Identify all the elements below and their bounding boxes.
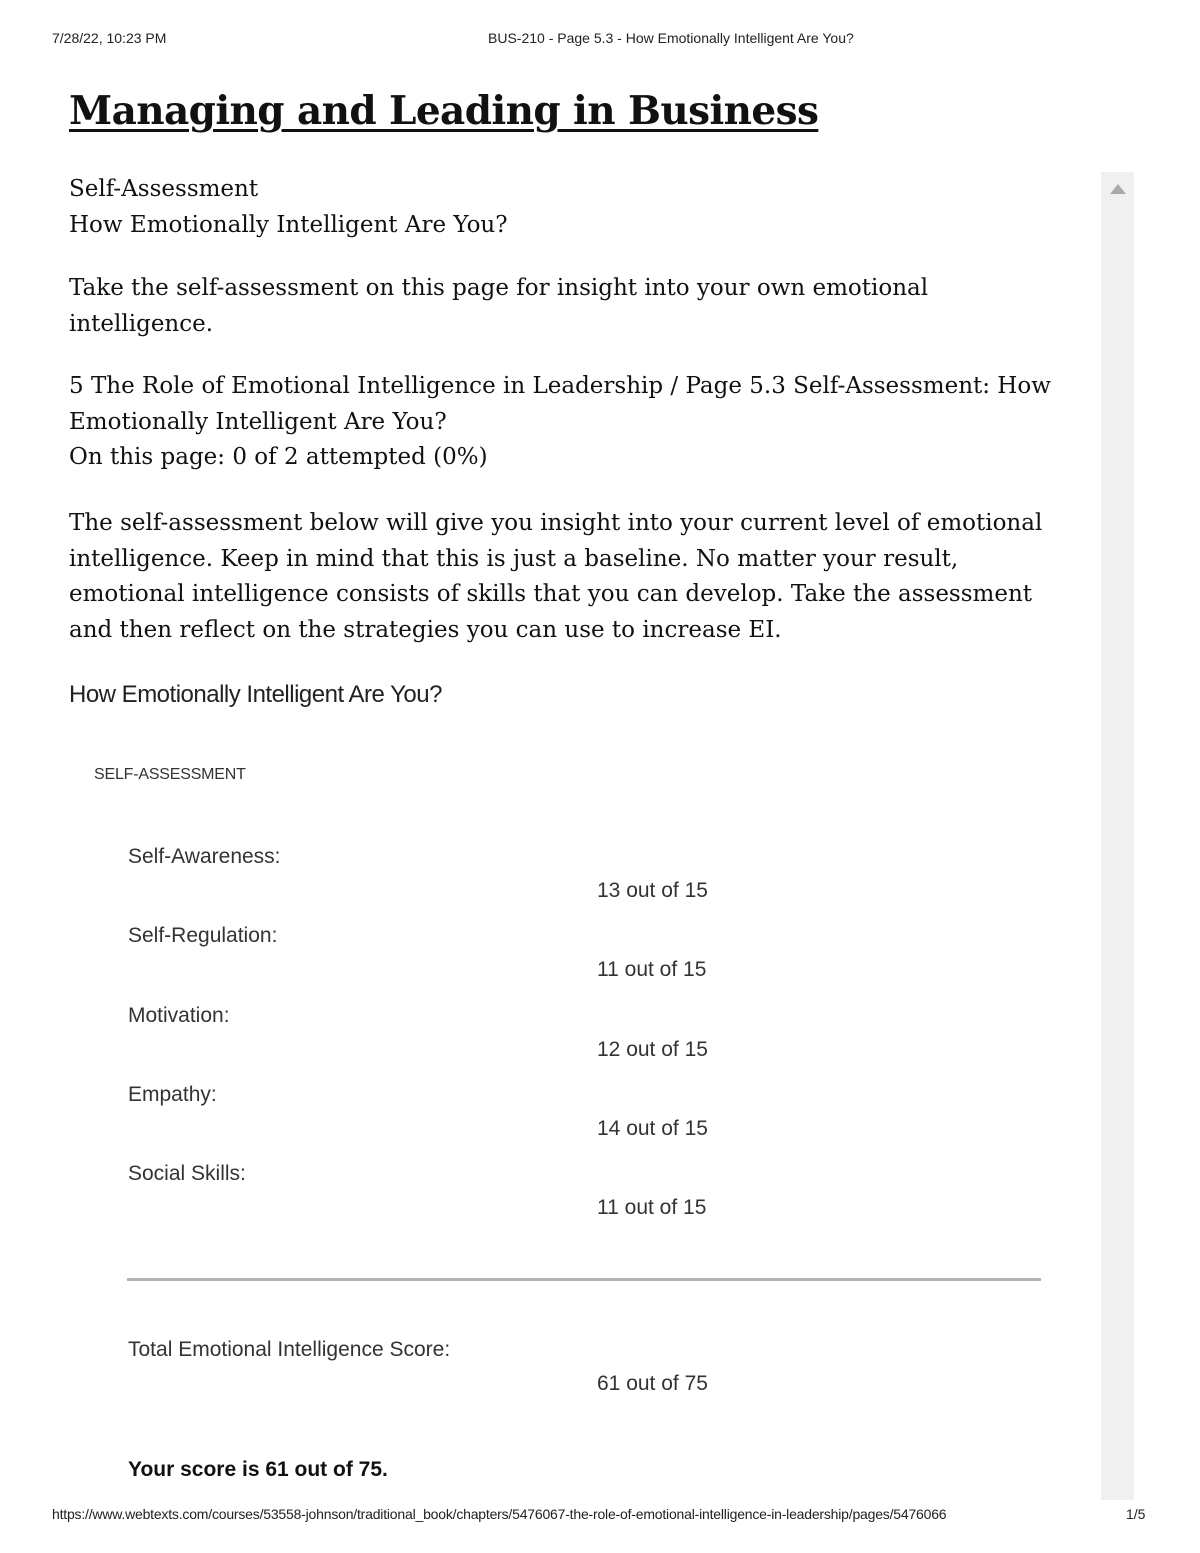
print-footer xyxy=(0,1506,1200,1526)
score-label-self-awareness: Self-Awareness: xyxy=(128,845,281,868)
attempt-progress: On this page: 0 of 2 attempted (0%) xyxy=(69,444,488,470)
score-label-empathy: Empathy: xyxy=(128,1083,217,1106)
intro-body: The self-assessment below will give you insight into your current level of emotional intelligence. Keep in mind that this is just a baseline. No matter your result, emotional intelligence consists of skills that you can develop. Take the assessment and then reflect on the strategies you can use to increase EI. xyxy=(69,510,1043,643)
divider xyxy=(127,1278,1041,1281)
breadcrumb-block xyxy=(69,369,1097,476)
score-value-social-skills: 11 out of 15 xyxy=(597,1196,707,1219)
score-value-empathy: 14 out of 15 xyxy=(597,1117,708,1140)
page-number: 1/5 xyxy=(1126,1506,1146,1522)
intro-header xyxy=(69,172,508,243)
scrollbar[interactable] xyxy=(1101,172,1134,1500)
print-page-title: BUS-210 - Page 5.3 - How Emotionally Intelligent Are You? xyxy=(488,30,854,46)
total-score-label: Total Emotional Intelligence Score: xyxy=(128,1338,451,1361)
total-score-value: 61 out of 75 xyxy=(597,1372,708,1395)
score-value-self-awareness: 13 out of 15 xyxy=(597,879,708,902)
book-title[interactable]: Managing and Leading in Business xyxy=(69,88,819,134)
intro-description: Take the self-assessment on this page for insight into your own emotional intelligence. xyxy=(69,275,929,337)
print-header xyxy=(0,30,1200,50)
scroll-up-arrow-icon[interactable] xyxy=(1110,184,1126,194)
page-url: https://www.webtexts.com/courses/53558-johnson/traditional_book/chapters/5476067-the-role-of-emotional-intelligence-in-leadership/pages/5476066 xyxy=(52,1506,947,1522)
score-label-social-skills: Social Skills: xyxy=(128,1162,246,1185)
score-value-motivation: 12 out of 15 xyxy=(597,1038,708,1061)
score-label-motivation: Motivation: xyxy=(128,1004,230,1027)
print-date: 7/28/22, 10:23 PM xyxy=(52,30,167,46)
assessment-heading: How Emotionally Intelligent Are You? xyxy=(69,681,442,708)
assessment-label: SELF-ASSESSMENT xyxy=(94,766,246,783)
page-question: How Emotionally Intelligent Are You? xyxy=(69,211,508,238)
breadcrumb: 5 The Role of Emotional Intelligence in Leadership / Page 5.3 Self-Assessment: How Emotionally Intelligent Are You? xyxy=(69,373,1051,435)
score-value-self-regulation: 11 out of 15 xyxy=(597,958,707,981)
final-score-text: Your score is 61 out of 75. xyxy=(128,1458,388,1481)
self-assessment-label: Self-Assessment xyxy=(69,176,259,202)
score-label-self-regulation: Self-Regulation: xyxy=(128,924,278,947)
